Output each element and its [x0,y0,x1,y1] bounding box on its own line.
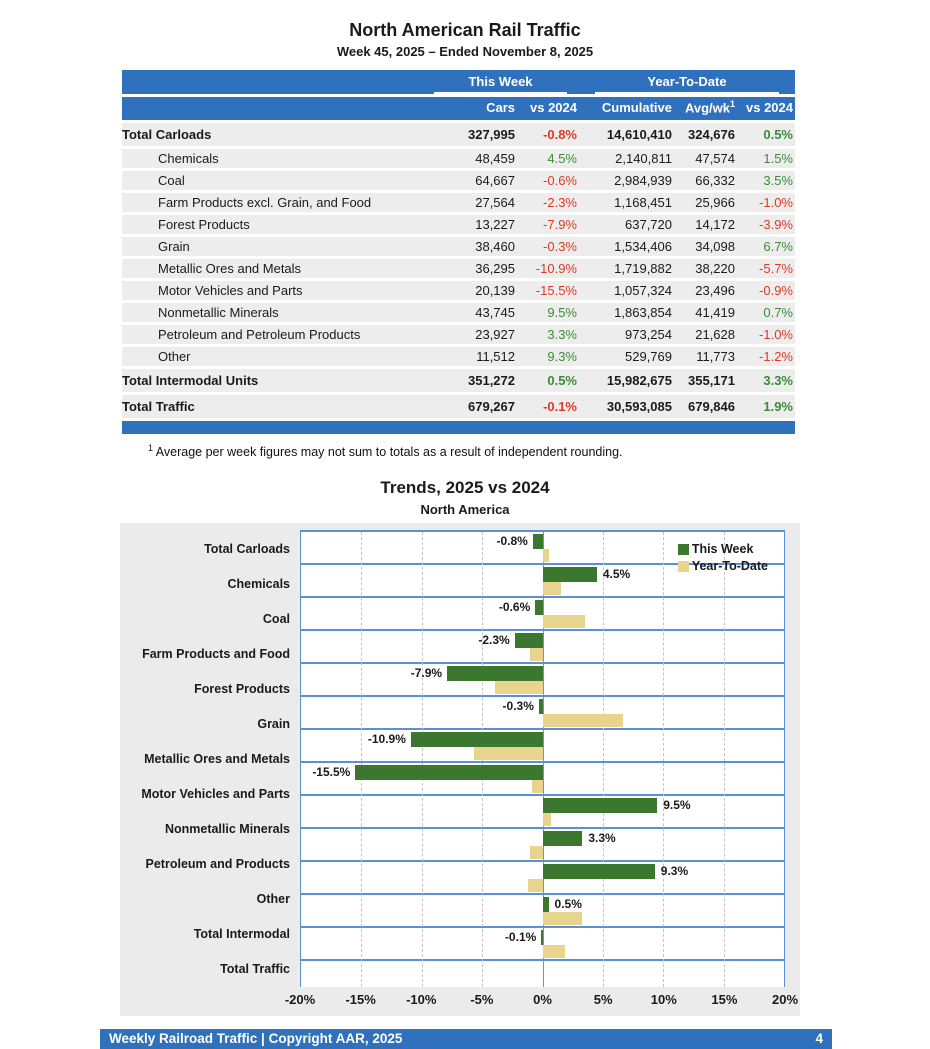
row-label: Motor Vehicles and Parts [158,283,303,299]
cars-value: 11,512 [476,349,515,365]
footnote-superscript: 1 [148,443,154,454]
row-label: Other [158,349,191,365]
year-to-date-bar [543,945,566,958]
x-axis-tick: -15% [345,992,376,1008]
bar-value-label: 3.3% [588,831,616,846]
legend-item [678,542,768,556]
rail-traffic-table [122,67,795,421]
table-row [122,281,795,300]
row-label: Chemicals [158,151,219,167]
avg-per-week-value: 11,773 [696,349,735,365]
vs-2024-value: 9.5% [547,305,577,321]
table-row [122,171,795,190]
year-to-date-bar [495,681,542,694]
this-week-bar [447,666,542,681]
this-week-bar [543,567,597,582]
ytd-vs-2024-value: -3.9% [759,217,793,233]
bar-value-label: -15.5% [312,765,351,780]
year-to-date-bar [532,780,543,793]
avg-per-week-value: 355,171 [688,373,735,389]
vs-2024-value: -7.9% [543,217,577,233]
table-row [122,347,795,366]
cars-value: 27,564 [475,195,515,211]
table-row [122,123,795,146]
this-week-bar [411,732,543,747]
category-label: Grain [257,717,290,732]
bar-value-label: 9.3% [660,864,689,879]
vs-2024-value: 3.3% [547,327,577,343]
page-title: North American Rail Traffic [349,20,581,40]
table-row [122,303,795,322]
ytd-vs-2024-value: -5.7% [759,261,793,277]
vs-2024-value: -0.8% [543,127,577,143]
x-axis-tick: -10% [406,992,437,1008]
vs-2024-value: -0.3% [543,239,577,255]
cumulative-value: 1,719,882 [614,261,672,277]
row-label: Coal [158,173,185,189]
footer-page-number: 4 [815,1031,823,1047]
vs-2024-value: -2.3% [543,195,577,211]
footer-text: Weekly Railroad Traffic | Copyright AAR, 2025 [109,1031,403,1047]
bar-value-label: -0.1% [504,930,537,945]
avg-per-week-value: 38,220 [695,261,735,277]
bar-value-label: -7.9% [410,666,443,681]
avg-per-week-value: 66,332 [695,173,735,189]
page-footer [100,1029,832,1049]
cars-value: 679,267 [468,399,515,415]
cumulative-value: 1,534,406 [614,239,672,255]
cumulative-value: 15,982,675 [606,373,672,389]
category-label: Farm Products and Food [142,647,290,662]
group-header-this-week: This Week [422,70,579,94]
cumulative-value: 529,769 [625,349,672,365]
table-row [122,369,795,392]
this-week-bar [543,798,658,813]
this-week-bar [535,600,542,615]
year-to-date-bar [530,648,542,661]
x-axis-tick: 20% [771,992,799,1008]
year-to-date-bar [543,714,624,727]
bar-value-label: -10.9% [367,732,406,747]
chart-title: Trends, 2025 vs 2024 [380,478,550,498]
chart-legend [678,542,768,576]
row-label: Total Carloads [122,127,212,143]
category-label: Chemicals [227,577,290,592]
this-week-bar [355,765,542,780]
cars-value: 23,927 [475,327,515,343]
gridline [603,532,604,987]
bar-value-label: 0.5% [554,897,582,912]
ytd-vs-2024-value: 1.5% [763,151,793,167]
row-label: Total Intermodal Units [122,373,259,389]
avg-per-week-value: 47,574 [695,151,735,167]
avg-per-week-value: 21,628 [695,327,735,343]
ytd-vs-2024-value: -1.0% [759,327,793,343]
cars-value: 36,295 [475,261,515,277]
cars-value: 38,460 [475,239,515,255]
col-header-cars: Cars [486,99,515,115]
gridline [663,532,664,987]
col-header-vs2024: vs 2024 [530,99,577,115]
x-axis-tick: -20% [284,992,316,1008]
row-label: Petroleum and Petroleum Products [158,327,361,343]
this-week-bar [541,930,542,945]
ytd-vs-2024-value: 3.3% [763,373,793,389]
vs-2024-value: -10.9% [535,261,577,277]
vs-2024-value: 4.5% [547,151,577,167]
year-to-date-bar [543,582,561,595]
avg-per-week-value: 324,676 [688,127,735,143]
legend-swatch [678,561,689,572]
table-row [122,259,795,278]
this-week-bar [539,699,543,714]
trends-chart [120,523,800,1016]
gridline [724,532,725,987]
table-body [122,123,795,418]
year-to-date-bar [543,813,551,826]
category-label: Total Traffic [220,962,290,977]
x-axis-tick: 10% [650,992,677,1008]
cars-value: 43,745 [475,305,515,321]
chart-plot-area [300,530,785,987]
x-axis-tick: 15% [711,992,738,1008]
category-label: Metallic Ores and Metals [144,752,290,767]
chart-band [301,895,784,928]
bar-value-label: 9.5% [663,798,691,813]
avg-per-week-value: 679,846 [688,399,735,415]
this-week-bar [515,633,543,648]
col-header-ytd-vs2024: vs 2024 [746,99,793,115]
x-axis-tick: 5% [593,992,613,1008]
category-label: Motor Vehicles and Parts [141,787,290,802]
cumulative-value: 1,057,324 [614,283,672,299]
year-to-date-bar [528,879,542,892]
category-label: Coal [262,612,290,627]
cars-value: 20,139 [475,283,515,299]
table-row [122,149,795,168]
year-to-date-bar [543,615,585,628]
page-subtitle: Week 45, 2025 – Ended November 8, 2025 [336,44,594,59]
avg-per-week-value: 34,098 [695,239,735,255]
cumulative-value: 1,863,854 [614,305,672,321]
category-label: Total Intermodal [193,927,290,942]
bar-value-label: -0.6% [498,600,531,615]
row-label: Metallic Ores and Metals [158,261,302,277]
cars-value: 13,227 [475,217,515,233]
group-header-blank [122,70,422,94]
table-group-header-row [122,70,795,94]
ytd-vs-2024-value: 1.9% [763,399,793,415]
gridline [422,532,423,987]
ytd-vs-2024-value: -0.9% [759,283,793,299]
this-week-bar [543,831,583,846]
gridline [361,532,362,987]
bar-value-label: -2.3% [478,633,510,648]
ytd-vs-2024-value: 6.7% [763,239,793,255]
group-header-year-to-date: Year-To-Date [579,70,795,94]
year-to-date-bar [474,747,543,760]
cars-value: 351,272 [468,373,515,389]
cumulative-value: 1,168,451 [614,195,672,211]
category-label: Petroleum and Products [145,857,290,872]
category-label: Other [256,892,290,907]
table-end-bar [122,421,795,434]
ytd-vs-2024-value: -1.2% [759,349,793,365]
category-label: Nonmetallic Minerals [164,822,290,837]
table-row [122,395,795,418]
row-label: Total Traffic [122,399,195,415]
legend-item [678,559,768,573]
ytd-vs-2024-value: 0.7% [763,305,793,321]
cumulative-value: 973,254 [625,327,672,343]
vs-2024-value: -0.6% [543,173,577,189]
avg-per-week-value: 14,172 [695,217,735,233]
chart-band [301,796,784,829]
avg-per-week-value: 25,966 [695,195,735,211]
table-column-header-row [122,97,795,120]
this-week-bar [543,864,655,879]
row-label: Forest Products [158,217,250,233]
table-row [122,193,795,212]
legend-swatch [678,544,689,555]
cumulative-value: 30,593,085 [606,399,672,415]
table-row [122,237,795,256]
col-header-avgwk: Avg/$wk^1$ [684,99,735,116]
cumulative-value: 2,140,811 [615,151,672,167]
footnote: $^1$ Average per week figures may not sum to totals as a result of independent rounding. [148,443,623,460]
chart-x-axis [284,987,799,1011]
bar-value-label: -0.8% [496,534,528,549]
avg-per-week-value: 23,496 [695,283,735,299]
year-to-date-bar [543,549,549,562]
cars-value: 48,459 [475,151,515,167]
cars-value: 64,667 [475,173,515,189]
cars-value: 327,995 [468,127,515,143]
legend-label: This Week [691,542,754,557]
chart-category-labels [120,530,300,987]
vs-2024-value: -0.1% [543,399,577,415]
vs-2024-value: 0.5% [547,373,577,389]
vs-2024-value: -15.5% [535,283,577,299]
row-label: Farm Products excl. Grain, and Food [158,195,372,211]
this-week-bar [533,534,543,549]
bar-value-label: 4.5% [602,567,631,582]
ytd-vs-2024-value: 3.5% [763,173,793,189]
chart-subtitle: North America [420,502,510,518]
col-header-cumulative: Cumulative [601,99,672,115]
vs-2024-value: 9.3% [547,349,577,365]
category-label: Total Carloads [204,542,290,557]
ytd-vs-2024-value: -1.0% [759,195,793,211]
x-axis-tick: 0% [533,992,552,1008]
avg-per-week-value: 41,419 [695,305,735,321]
row-label: Nonmetallic Minerals [158,305,279,321]
bar-value-label: -0.3% [502,699,534,714]
legend-label: Year-To-Date [691,559,768,574]
table-row [122,215,795,234]
cumulative-value: 637,720 [625,217,672,233]
col-header-blank [122,97,422,120]
cumulative-value: 14,610,410 [606,127,672,143]
year-to-date-bar [530,846,542,859]
ytd-vs-2024-value: 0.5% [763,127,793,143]
category-label: Forest Products [194,682,290,697]
x-axis-tick: -5% [470,992,494,1008]
table-row [122,325,795,344]
this-week-bar [543,897,549,912]
cumulative-value: 2,984,939 [614,173,672,189]
row-label: Grain [158,239,190,255]
